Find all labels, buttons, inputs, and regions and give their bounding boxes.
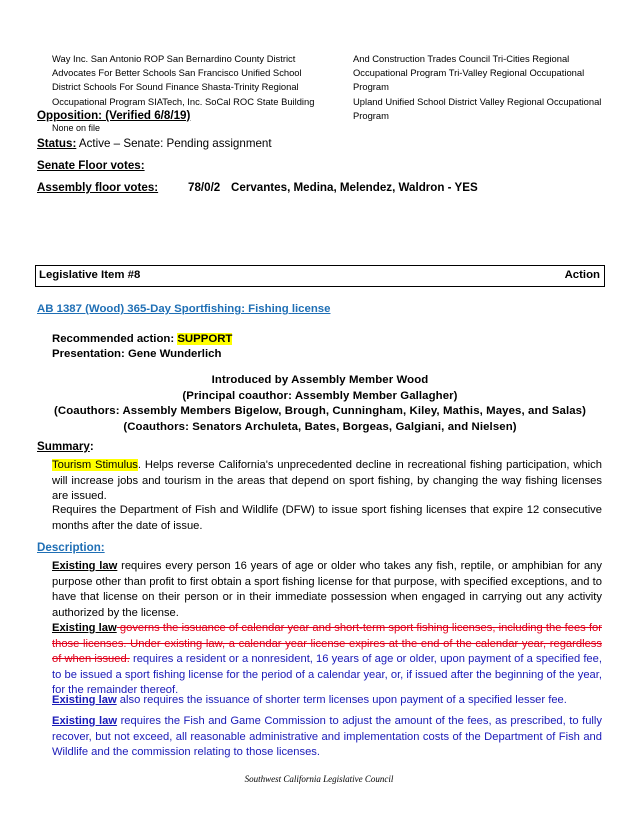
assembly-vote-names: Cervantes, Medina, Melendez, Waldron - YES xyxy=(231,181,478,194)
summary-paragraph-2: Requires the Department of Fish and Wildlife (DFW) to issue sport fishing licenses that expire 12 consecutive months after the date of issue. xyxy=(52,504,602,532)
recommended-action-value: SUPPORT xyxy=(177,333,233,345)
introduction-block xyxy=(37,373,603,435)
summary-heading: Summary: xyxy=(37,440,94,453)
bill-title-link[interactable]: AB 1387 (Wood) 365-Day Sportfishing: Fishing license xyxy=(37,303,331,315)
supporter-line: Advocates For Better Schools San Francisco Unified School xyxy=(52,67,302,79)
status-colon: : xyxy=(72,137,77,150)
page-footer: Southwest California Legislative Council xyxy=(244,774,394,784)
action-label: Action xyxy=(564,269,600,281)
supporters-right-column xyxy=(353,52,613,123)
principal-coauthor: (Principal coauthor: Assembly Member Gallagher) xyxy=(182,389,458,402)
assembly-vote-count: 78/0/2 xyxy=(188,181,221,194)
added-text: requires a resident or a nonresident, 16 years of age or older, upon payment of a specified fee, to be issued a sport fishing license for the period of a calendar year, or, if issued after the beginning of the year, for the remainder thereof. xyxy=(52,653,602,696)
supporter-line: Upland Unified School District Valley Regional Occupational xyxy=(353,95,602,107)
description-heading: Description: xyxy=(37,541,105,554)
status-label: Status xyxy=(37,137,73,150)
recommended-action-label: Recommended action: xyxy=(52,333,178,345)
senate-coauthors: (Coauthors: Senators Archuleta, Bates, Borgeas, Galgiani, and Nielsen) xyxy=(123,420,517,433)
status-text: Active – Senate: Pending assignment xyxy=(76,137,272,150)
description-paragraph-1: Existing law requires every person 16 years of age or older who takes any fish, reptile, or amphibian for any purpose other than profit to first obtain a sport fishing license for that purpose, with specified exceptions, and to have that license on their person or in their immediate possession when engaged in carrying out any activity authorized by the license. xyxy=(52,560,602,619)
legislative-item-box xyxy=(35,265,605,287)
opposition-heading: Opposition: (Verified 6/8/19) xyxy=(37,109,191,122)
supporter-line: Way Inc. San Antonio ROP San Bernardino County District xyxy=(52,53,296,64)
existing-law-label: Existing law xyxy=(52,622,117,634)
supporter-line: Occupational Program Tri-Valley Regional Occupational Program xyxy=(353,67,585,93)
existing-law-label: Existing law xyxy=(52,694,117,706)
description-paragraph-4: Existing law requires the Fish and Game Commission to adjust the amount of the fees, as prescribed, to fully recover, but not exceed, all reasonable administrative and implementation costs of the Department of Fish and Wildlife and the commission relating to those licenses. xyxy=(52,715,602,758)
supporter-line: Occupational Program SIATech, Inc. SoCal ROC State Building xyxy=(52,95,315,107)
assembly-floor-votes-label: Assembly floor votes: xyxy=(37,181,159,194)
senate-floor-votes-heading: Senate Floor votes: xyxy=(37,159,145,172)
assembly-floor-votes xyxy=(37,181,478,194)
summary-paragraph-1: Tourism Stimulus. Helps reverse California's unprecedented decline in recreational fishing participation, which will increase jobs and tourism in the areas that depend on sport fishing, by changing the way fishing licenses are issued. xyxy=(52,459,602,502)
status-line xyxy=(37,137,272,150)
description-paragraph-2 xyxy=(52,621,602,699)
recommendation-block xyxy=(52,332,232,362)
supporter-line: District Schools For Sound Finance Shasta-Trinity Regional xyxy=(52,81,299,93)
supporters-left-column xyxy=(52,52,342,109)
struck-text: governs the issuance of calendar year and short-term sport fishing licenses, including the fees for those licenses. Under existing law, a calendar year license expires at the end of the calendar year, regardless of when issued. xyxy=(52,622,602,665)
assembly-coauthors: (Coauthors: Assembly Members Bigelow, Brough, Cunningham, Kiley, Mathis, Mayes, and Salas) xyxy=(53,405,586,417)
description-paragraph-3: Existing law also requires the issuance of shorter term licenses upon payment of a specified lesser fee. xyxy=(52,694,567,706)
legislative-item-label: Legislative Item #8 xyxy=(39,269,141,281)
presentation-line: Presentation: Gene Wunderlich xyxy=(52,348,222,360)
supporter-line: And Construction Trades Council Tri-Cities Regional xyxy=(353,53,570,64)
supporter-line: Program xyxy=(353,109,389,121)
existing-law-label: Existing law xyxy=(52,560,118,572)
introduced-by: Introduced by Assembly Member Wood xyxy=(211,374,429,386)
existing-law-label: Existing law xyxy=(52,715,118,727)
tourism-stimulus-highlight: Tourism Stimulus xyxy=(52,459,138,471)
opposition-text: None on file xyxy=(52,123,101,133)
